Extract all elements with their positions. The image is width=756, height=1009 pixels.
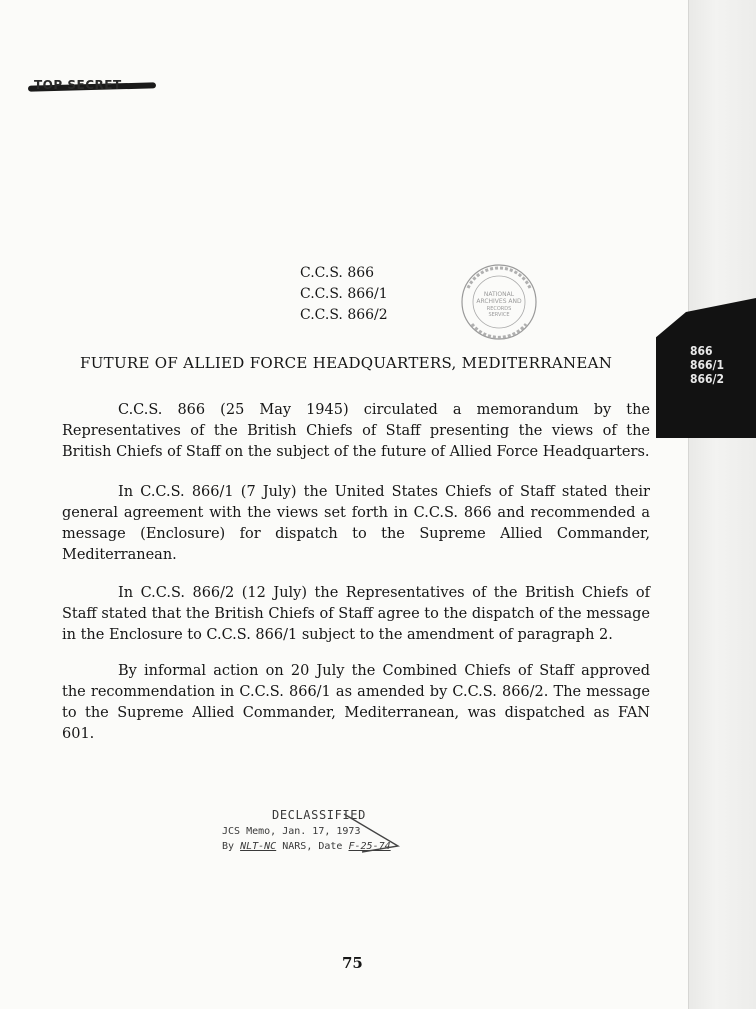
body-paragraph: In C.C.S. 866/1 (7 July) the United States Chiefs of Staff stated their general agreement with the views set forth in C.C.S. 866 and recommended a message (Enclosure) for dispatch to the Supreme Allied Commander, Mediterranean. [62, 484, 650, 563]
svg-text:SERVICE: SERVICE [488, 312, 510, 318]
body-paragraph: In C.C.S. 866/2 (12 July) the Representatives of the British Chiefs of Staff stated that the British Chiefs of Staff agree to the dispatch of the message in the Enclosure to C.C.S. 866/1 subject to the amendment of paragraph 2. [62, 585, 650, 643]
reference-block [300, 263, 388, 326]
index-tab-label [690, 344, 724, 386]
handwritten-initials: NLT-NC [240, 841, 277, 852]
page-number: 75 [342, 954, 363, 972]
svg-text:NATIONAL: NATIONAL [483, 291, 515, 298]
declassification-memo: JCS Memo, Jan. 17, 1973 [222, 826, 361, 837]
agency-label: NARS, Date [282, 841, 343, 852]
reference-line: C.C.S. 866/1 [300, 286, 388, 302]
handwritten-date: F-25-74 [348, 841, 391, 852]
page-edge-shadow [688, 0, 756, 1009]
body-paragraph: By informal action on 20 July the Combined Chiefs of Staff approved the recommendation in C.C.S. 866/1 as amended by C.C.S. 866/2. The message to the Supreme Allied Commander, Mediterranean, was dispatched as FAN 601. [62, 663, 650, 742]
body-paragraph: C.C.S. 866 (25 May 1945) circulated a memorandum by the Representatives of the British Chiefs of Staff presenting the views of the British Chiefs of Staff on the subject of the future of Allied Force Headquarters. [62, 402, 650, 460]
svg-text:ARCHIVES AND: ARCHIVES AND [476, 298, 522, 305]
tab-line: 866/1 [690, 358, 724, 372]
document-title: FUTURE OF ALLIED FORCE HEADQUARTERS, MEDITERRANEAN [80, 354, 613, 372]
tab-line: 866/2 [690, 372, 724, 386]
declassified-label: DECLASSIFIED [272, 808, 366, 822]
archives-stamp [454, 262, 544, 342]
classification-marking: TOP SECRET [34, 78, 122, 92]
reference-line: C.C.S. 866/2 [300, 307, 388, 323]
svg-text:RECORDS: RECORDS [486, 306, 512, 312]
by-label: By [222, 841, 235, 852]
declassification-arrow-mark [342, 812, 402, 856]
tab-line: 866 [690, 344, 713, 358]
reference-line: C.C.S. 866 [300, 265, 375, 281]
